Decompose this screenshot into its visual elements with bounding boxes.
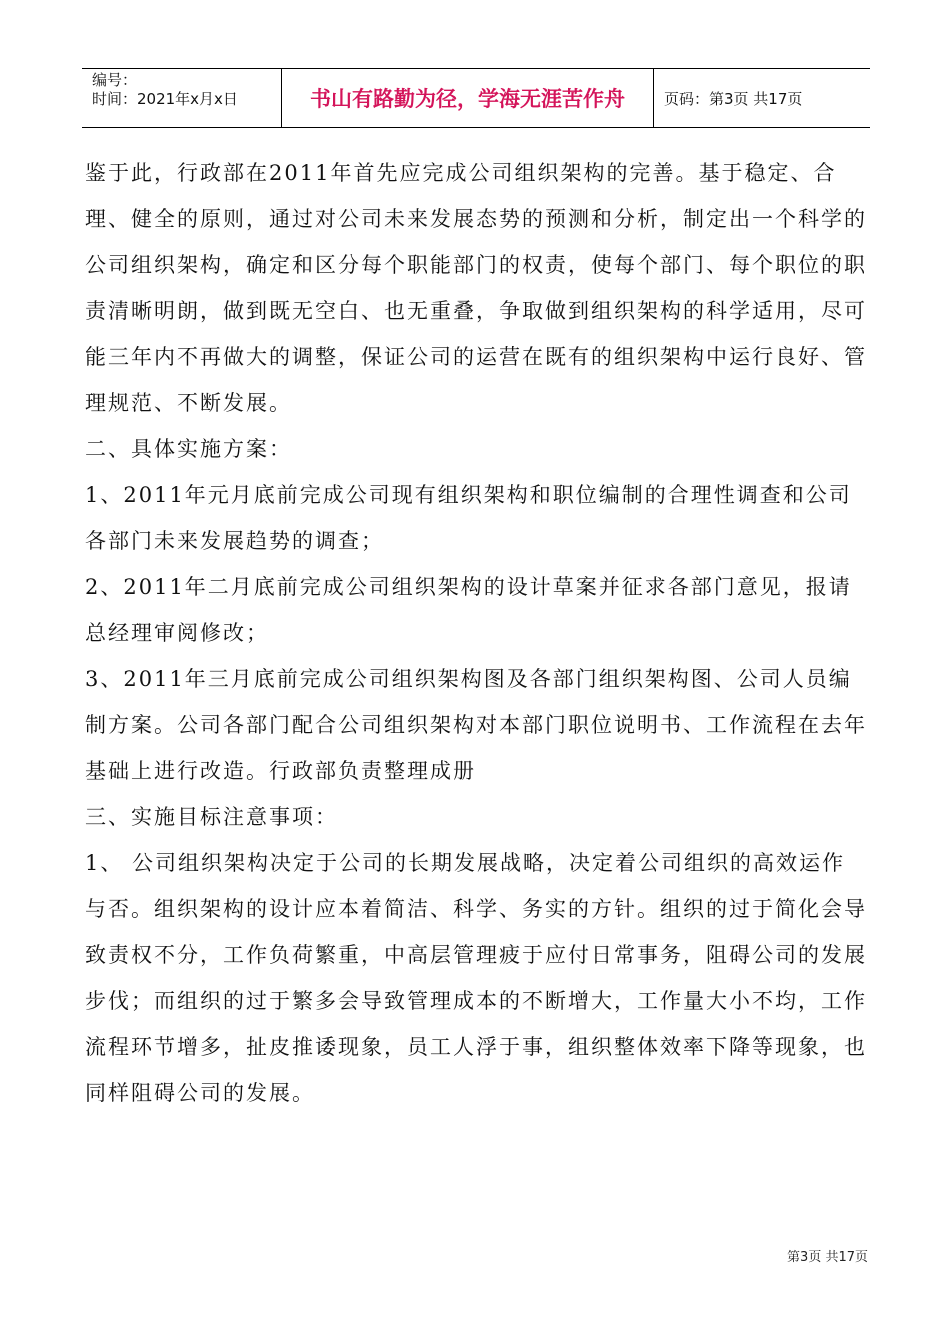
document-body <box>85 150 868 1116</box>
section-heading-3: 三、实施目标注意事项： <box>85 805 338 829</box>
list-item-3: 3、2011年三月底前完成公司组织架构图及各部门组织架构图、公司人员编制方案。公司各部门配合公司组织架构对本部门职位说明书、工作流程在去年基础上进行改造。行政部负责整理成册 <box>85 667 867 783</box>
header-meta <box>82 69 282 127</box>
page-footer: 第3页 共17页 <box>787 1250 868 1265</box>
paragraph-intro: 鉴于此，行政部在2011年首先应完成公司组织架构的完善。基于稳定、合理、健全的原则，通过对公司未来发展态势的预测和分析，制定出一个科学的公司组织架构，确定和区分每个职能部门的权责，使每个部门、每个职位的职责清晰明朗，做到既无空白、也无重叠，争取做到组织架构的科学适用，尽可能三年内不再做大的调整，保证公司的运营在既有的组织架构中运行良好、管理规范、不断发展。 <box>85 161 867 415</box>
section-heading-2: 二、具体实施方案： <box>85 437 292 461</box>
note-item-1: 1、 公司组织架构决定于公司的长期发展战略，决定着公司组织的高效运作与否。组织架构的设计应本着简洁、科学、务实的方针。组织的过于简化会导致责权不分，工作负荷繁重，中高层管理疲于应付日常事务，阻碍公司的发展步伐；而组织的过于繁多会导致管理成本的不断增大，工作量大小不均，工作流程环节增多，扯皮推诿现象，员工人浮于事，组织整体效率下降等现象，也同样阻碍公司的发展。 <box>85 851 867 1105</box>
list-item-1: 1、2011年元月底前完成公司现有组织架构和职位编制的合理性调查和公司各部门未来发展趋势的调查； <box>85 483 852 553</box>
header-motto: 书山有路勤为径，学海无涯苦作舟 <box>282 69 654 127</box>
page-header <box>82 68 870 128</box>
document-number-label: 编号： <box>92 71 138 89</box>
header-page-info: 页码：第3页 共17页 <box>664 89 803 108</box>
document-time-label: 时间：2021年x月x日 <box>92 90 238 108</box>
list-item-2: 2、2011年二月底前完成公司组织架构的设计草案并征求各部门意见，报请总经理审阅修改； <box>85 575 852 645</box>
